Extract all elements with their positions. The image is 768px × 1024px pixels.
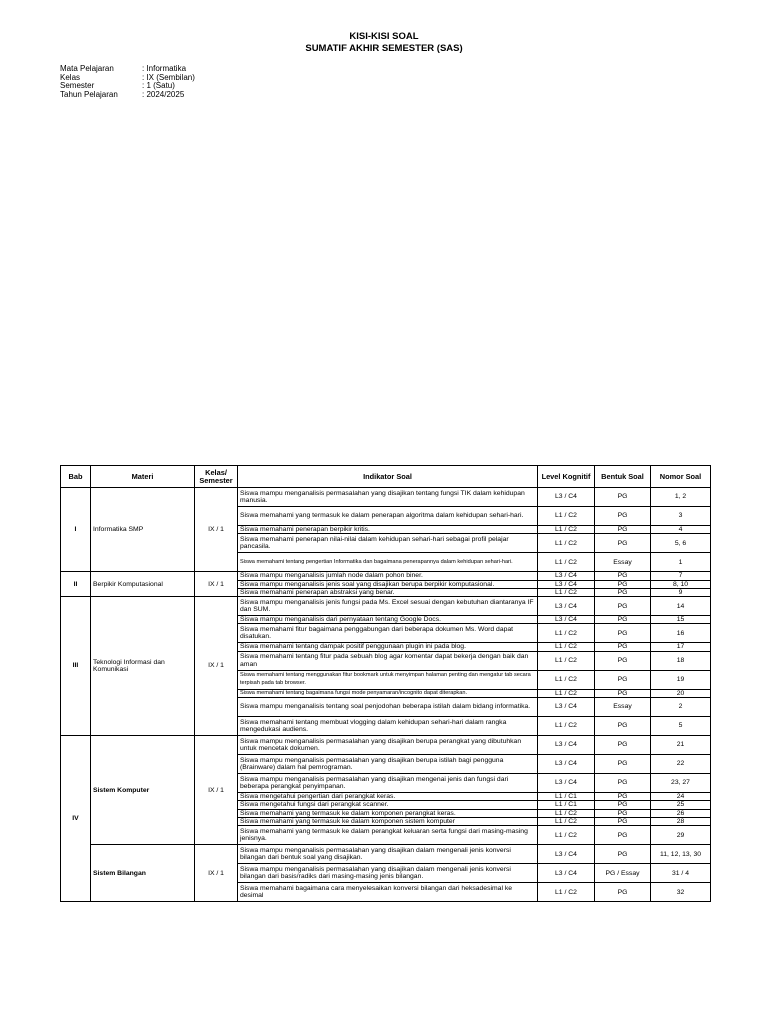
bab-cell: III [61, 597, 91, 736]
header-bab: Bab [61, 466, 91, 488]
nomor-cell: 18 [651, 651, 711, 670]
bentuk-cell: Essay [595, 553, 651, 572]
level-cell: L3 / C4 [538, 597, 595, 616]
indikator-cell: Siswa memahami yang termasuk ke dalam komponen sistem komputer [238, 817, 538, 825]
nomor-cell: 31 / 4 [651, 864, 711, 883]
nomor-cell: 1 [651, 553, 711, 572]
indikator-cell: Siswa memahami tentang menggunakan fitur bookmark untuk menyimpan halaman penting dan mengatur tab secara terpisah pada tab browser. [238, 670, 538, 689]
info-label: Semester [60, 81, 95, 91]
table-row [61, 597, 711, 616]
nomor-cell: 8, 10 [651, 580, 711, 588]
bentuk-cell: PG [595, 534, 651, 553]
nomor-cell: 11, 12, 13, 30 [651, 845, 711, 864]
document-title: KISI-KISI SOAL [349, 31, 419, 42]
bentuk-cell: PG [595, 624, 651, 643]
indikator-cell: Siswa mampu menganalisis tentang soal penjodohan beberapa istilah dalam bidang informatika. [238, 698, 538, 717]
nomor-cell: 5, 6 [651, 534, 711, 553]
level-cell: L3 / C4 [538, 616, 595, 624]
bentuk-cell: PG [595, 572, 651, 580]
bentuk-cell: PG [595, 507, 651, 526]
level-cell: L3 / C4 [538, 572, 595, 580]
materi-cell: Teknologi Informasi dan Komunikasi [91, 597, 195, 736]
indikator-cell: Siswa memahami tentang pengertian Informatika dan bagaimana penerapannya dalam kehidupan sehari-hari. [238, 553, 538, 572]
level-cell: L1 / C2 [538, 526, 595, 534]
table-row [61, 488, 711, 507]
bentuk-cell: PG [595, 774, 651, 793]
bentuk-cell: PG [595, 826, 651, 845]
indikator-cell: Siswa memahami tentang fitur pada sebuah blog agar komentar dapat bekerja dengan baik dan aman [238, 651, 538, 670]
level-cell: L3 / C4 [538, 488, 595, 507]
level-cell: L1 / C1 [538, 793, 595, 801]
bentuk-cell: PG [595, 717, 651, 736]
nomor-cell: 28 [651, 817, 711, 825]
bentuk-cell: PG [595, 616, 651, 624]
kelas-cell: IX / 1 [195, 736, 238, 845]
indikator-cell: Siswa memahami yang termasuk ke dalam komponen perangkat keras. [238, 809, 538, 817]
level-cell: L3 / C4 [538, 755, 595, 774]
nomor-cell: 3 [651, 507, 711, 526]
document-subtitle: SUMATIF AKHIR SEMESTER (SAS) [305, 43, 463, 54]
level-cell: L3 / C4 [538, 580, 595, 588]
bentuk-cell: PG [595, 588, 651, 596]
bentuk-cell: PG [595, 817, 651, 825]
level-cell: L1 / C2 [538, 553, 595, 572]
level-cell: L3 / C4 [538, 864, 595, 883]
indikator-cell: Siswa memahami fitur bagaimana penggabungan dari beberapa dokumen Ms. Word dapat disatukan. [238, 624, 538, 643]
nomor-cell: 15 [651, 616, 711, 624]
header-nomor-soal: Nomor Soal [651, 466, 711, 488]
bentuk-cell: PG [595, 689, 651, 697]
info-value: : 2024/2025 [142, 89, 185, 99]
level-cell: L1 / C2 [538, 826, 595, 845]
materi-cell: Berpikir Komputasional [91, 572, 195, 597]
bentuk-cell: PG [595, 526, 651, 534]
indikator-cell: Siswa memahami yang termasuk ke dalam perangkat keluaran serta fungsi dari masing-masing jenisnya. [238, 826, 538, 845]
bab-cell: II [61, 572, 91, 597]
indikator-cell: Siswa mampu menganalisis jenis fungsi pada Ms. Excel sesuai dengan kebutuhan diantaranya IF dan SUM. [238, 597, 538, 616]
nomor-cell: 26 [651, 809, 711, 817]
info-value: : 1 (Satu) [142, 81, 175, 91]
indikator-cell: Siswa memahami tentang membuat vlogging dalam kehidupan sehari-hari dalam rangka mengedukasi audiens. [238, 717, 538, 736]
nomor-cell: 17 [651, 643, 711, 651]
indikator-cell: Siswa memahami penerapan nilai-nilai dalam kehidupan sehari-hari sebagai profil pelajar pancasila. [238, 534, 538, 553]
level-cell: L1 / C2 [538, 670, 595, 689]
materi-cell: Sistem Komputer [91, 736, 195, 845]
header-materi: Materi [91, 466, 195, 488]
indikator-cell: Siswa mampu menganalisis permasalahan yang disajikan berupa perangkat yang dibutuhkan untuk mencetak dokumen. [238, 736, 538, 755]
nomor-cell: 5 [651, 717, 711, 736]
level-cell: L1 / C2 [538, 883, 595, 902]
nomor-cell: 14 [651, 597, 711, 616]
info-row [60, 91, 195, 100]
level-cell: L1 / C1 [538, 801, 595, 809]
info-label: Tahun Pelajaran [60, 89, 118, 99]
nomor-cell: 24 [651, 793, 711, 801]
indikator-cell: Siswa memahami penerapan abstraksi yang benar. [238, 588, 538, 596]
materi-cell: Sistem Bilangan [91, 845, 195, 902]
header-indikator: Indikator Soal [238, 466, 538, 488]
bentuk-cell: PG [595, 643, 651, 651]
indikator-cell: Siswa memahami penerapan berpikir kritis. [238, 526, 538, 534]
table-row [61, 572, 711, 580]
table-row [61, 845, 711, 864]
info-value: : Informatika [142, 64, 187, 73]
kelas-cell: IX / 1 [195, 572, 238, 597]
bab-cell: I [61, 488, 91, 572]
nomor-cell: 23, 27 [651, 774, 711, 793]
level-cell: L3 / C4 [538, 698, 595, 717]
nomor-cell: 1, 2 [651, 488, 711, 507]
kelas-cell: IX / 1 [195, 597, 238, 736]
level-cell: L1 / C2 [538, 624, 595, 643]
header-bentuk-soal: Bentuk Soal [595, 466, 651, 488]
nomor-cell: 4 [651, 526, 711, 534]
indikator-cell: Siswa mampu menganalisis permasalahan yang disajikan mengenai jenis dan fungsi dari beberapa perangkat penyimpanan. [238, 774, 538, 793]
level-cell: L1 / C2 [538, 651, 595, 670]
nomor-cell: 7 [651, 572, 711, 580]
table-header-row [61, 466, 711, 488]
info-label: Kelas [60, 72, 81, 82]
bentuk-cell: Essay [595, 698, 651, 717]
level-cell: L3 / C4 [538, 845, 595, 864]
nomor-cell: 2 [651, 698, 711, 717]
level-cell: L1 / C2 [538, 809, 595, 817]
indikator-cell: Siswa mengetahui pengertian dari perangkat keras. [238, 793, 538, 801]
nomor-cell: 32 [651, 883, 711, 902]
indikator-cell: Siswa mampu menganalisis permasalahan yang disajikan tentang fungsi TIK dalam kehidupan manusia. [238, 488, 538, 507]
indikator-cell: Siswa mampu menganalisis jumlah node dalam pohon biner. [238, 572, 538, 580]
nomor-cell: 29 [651, 826, 711, 845]
level-cell: L1 / C2 [538, 588, 595, 596]
nomor-cell: 16 [651, 624, 711, 643]
indikator-cell: Siswa memahami yang termasuk ke dalam penerapan algoritma dalam kehidupan sehari-hari. [238, 507, 538, 526]
level-cell: L3 / C4 [538, 774, 595, 793]
table-row [61, 736, 711, 755]
bentuk-cell: PG [595, 597, 651, 616]
nomor-cell: 21 [651, 736, 711, 755]
indikator-cell: Siswa memahami tentang bagaimana fungsi mode penyamaran/incognito dapat diterapkan. [238, 689, 538, 697]
bentuk-cell: PG [595, 883, 651, 902]
kisi-kisi-table [60, 465, 711, 902]
nomor-cell: 22 [651, 755, 711, 774]
indikator-cell: Siswa memahami tentang dampak positif penggunaan plugin ini pada blog. [238, 643, 538, 651]
level-cell: L1 / C2 [538, 507, 595, 526]
level-cell: L1 / C2 [538, 717, 595, 736]
indikator-cell: Siswa mengetahui fungsi dari perangkat scanner. [238, 801, 538, 809]
nomor-cell: 9 [651, 588, 711, 596]
bentuk-cell: PG [595, 801, 651, 809]
level-cell: L1 / C2 [538, 643, 595, 651]
indikator-cell: Siswa mampu menganalisis permasalahan yang disajikan dalam mengenali jenis konversi bilangan dari basis/radiks dari masing-masing jenis bilangan. [238, 864, 538, 883]
indikator-cell: Siswa mampu menganalisis jenis soal yang disajikan berupa berpikir komputasional. [238, 580, 538, 588]
nomor-cell: 25 [651, 801, 711, 809]
bentuk-cell: PG [595, 809, 651, 817]
level-cell: L1 / C2 [538, 689, 595, 697]
bentuk-cell: PG [595, 488, 651, 507]
nomor-cell: 19 [651, 670, 711, 689]
bentuk-cell: PG [595, 755, 651, 774]
kelas-cell: IX / 1 [195, 845, 238, 902]
info-label: Mata Pelajaran [60, 64, 114, 73]
bentuk-cell: PG / Essay [595, 864, 651, 883]
bentuk-cell: PG [595, 845, 651, 864]
info-value: : IX (Sembilan) [142, 72, 195, 82]
bab-cell: IV [61, 736, 91, 902]
materi-cell: Informatika SMP [91, 488, 195, 572]
level-cell: L3 / C4 [538, 736, 595, 755]
bentuk-cell: PG [595, 651, 651, 670]
level-cell: L1 / C2 [538, 817, 595, 825]
kelas-cell: IX / 1 [195, 488, 238, 572]
indikator-cell: Siswa mampu menganalisis dari pernyataan tentang Google Docs. [238, 616, 538, 624]
bentuk-cell: PG [595, 670, 651, 689]
indikator-cell: Siswa mampu menganalisis permasalahan yang disajikan berupa istilah bagi pengguna (Brainware) dalam hal pemrograman. [238, 755, 538, 774]
indikator-cell: Siswa memahami bagaimana cara menyelesaikan konversi bilangan dari heksadesimal ke desimal [238, 883, 538, 902]
info-block [60, 65, 195, 99]
bentuk-cell: PG [595, 736, 651, 755]
level-cell: L1 / C2 [538, 534, 595, 553]
indikator-cell: Siswa mampu menganalisis permasalahan yang disajikan dalam mengenali jenis konversi bilangan dari bentuk soal yang disajikan. [238, 845, 538, 864]
bentuk-cell: PG [595, 793, 651, 801]
nomor-cell: 20 [651, 689, 711, 697]
header-kelas-semester: Kelas/ Semester [195, 466, 238, 488]
header-level-kognitif: Level Kognitif [538, 466, 595, 488]
bentuk-cell: PG [595, 580, 651, 588]
